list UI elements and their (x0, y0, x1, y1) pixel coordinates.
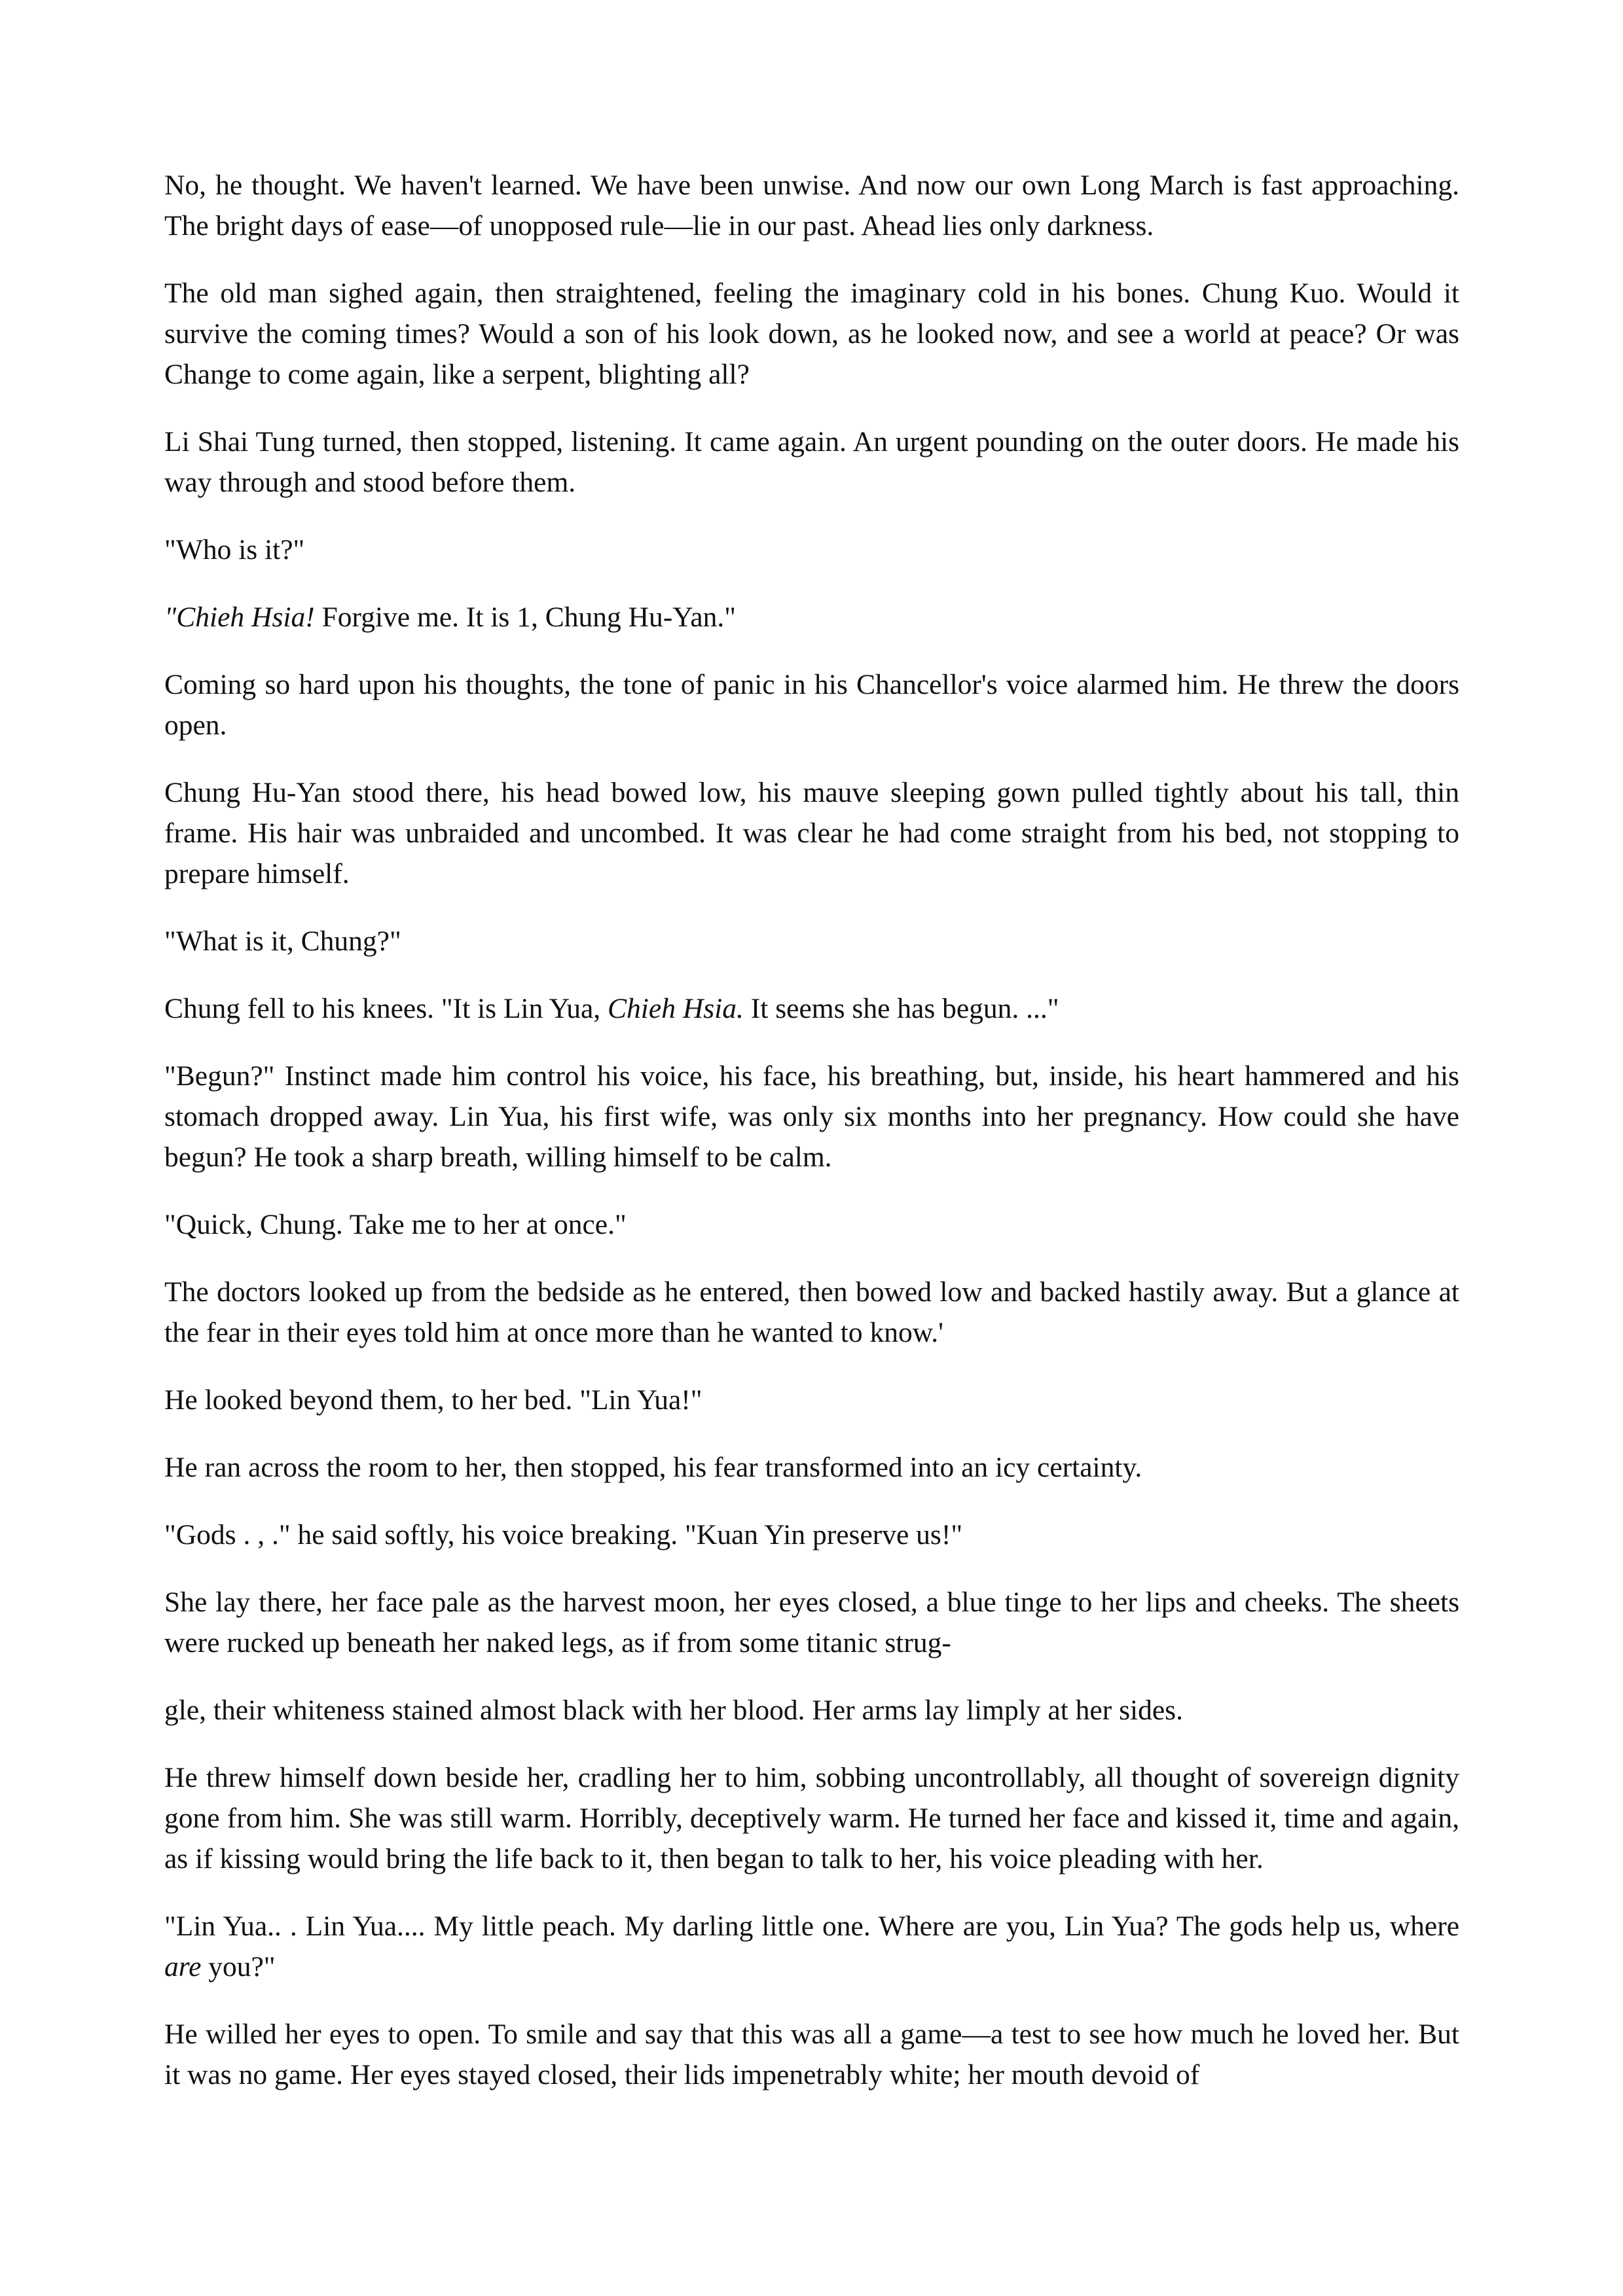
paragraph (164, 529, 1459, 570)
paragraph (164, 921, 1459, 961)
text-run: gle, their whiteness stained almost black with her blood. Her arms lay limply at her sides. (164, 1695, 1183, 1726)
text-run: He looked beyond them, to her bed. "Lin Yua!" (164, 1384, 702, 1416)
italic-text: are (164, 1951, 202, 1982)
text-run: The old man sighed again, then straightened, feeling the imaginary cold in his bones. Chung Kuo. Would it survive the coming times? Would a son of his look down, as he looked now, and see a world at peace? Or was Change to come again, like a serpent, blighting all? (164, 278, 1459, 390)
italic-text: "Chieh Hsia! (164, 601, 315, 633)
paragraph (164, 597, 1459, 637)
text-run: "Lin Yua.. . Lin Yua.... My little peach. My darling little one. Where are you, Lin Yua? The gods help us, where (164, 1910, 1459, 1942)
text-run: Coming so hard upon his thoughts, the tone of panic in his Chancellor's voice alarmed him. He threw the doors open. (164, 669, 1459, 741)
text-run: He willed her eyes to open. To smile and say that this was all a game—a test to see how much he loved her. But it was no game. Her eyes stayed closed, their lids impenetrably white; her mouth devoid of (164, 2018, 1459, 2090)
italic-text: Chieh Hsia. (608, 993, 744, 1024)
text-run: "Begun?" Instinct made him control his voice, his face, his breathing, but, inside, his heart hammered and his stomach dropped away. Lin Yua, his first wife, was only six months into her pregnancy. How could she have begun? He took a sharp breath, willing himself to be calm. (164, 1060, 1459, 1173)
paragraph (164, 1757, 1459, 1879)
paragraph (164, 1204, 1459, 1245)
paragraph (164, 1690, 1459, 1731)
body-text (164, 165, 1459, 2122)
paragraph (164, 273, 1459, 395)
text-run: The doctors looked up from the bedside as he entered, then bowed low and backed hastily away. But a glance at the fear in their eyes told him at once more than he wanted to know.' (164, 1276, 1459, 1348)
text-run: you?" (201, 1951, 276, 1982)
text-run: "What is it, Chung?" (164, 925, 401, 957)
paragraph (164, 1906, 1459, 1987)
paragraph (164, 422, 1459, 503)
paragraph (164, 772, 1459, 894)
paragraph (164, 1515, 1459, 1555)
paragraph (164, 2014, 1459, 2095)
text-run: "Gods . , ." he said softly, his voice breaking. "Kuan Yin preserve us!" (164, 1519, 963, 1551)
text-run: Chung Hu-Yan stood there, his head bowed low, his mauve sleeping gown pulled tightly about his tall, thin frame. His hair was unbraided and uncombed. It was clear he had come straight from his bed, not stopping to prepare himself. (164, 777, 1459, 889)
text-run: "Who is it?" (164, 534, 305, 565)
text-run: Chung fell to his knees. "It is Lin Yua, (164, 993, 608, 1024)
paragraph (164, 1582, 1459, 1663)
text-run: Forgive me. It is 1, Chung Hu-Yan." (314, 601, 737, 633)
paragraph (164, 988, 1459, 1029)
text-run: No, he thought. We haven't learned. We have been unwise. And now our own Long March is fast approaching. The bright days of ease—of unopposed rule—lie in our past. Ahead lies only darkness. (164, 170, 1459, 242)
paragraph (164, 1272, 1459, 1353)
text-run: It seems she has begun. ..." (743, 993, 1059, 1024)
text-run: He threw himself down beside her, cradling her to him, sobbing uncontrollably, all thought of sovereign dignity gone from him. She was still warm. Horribly, deceptively warm. He turned her face and kissed it, time and again, as if kissing would bring the life back to it, then began to talk to her, his voice pleading with her. (164, 1762, 1459, 1874)
text-run: She lay there, her face pale as the harvest moon, her eyes closed, a blue tinge to her lips and cheeks. The sheets were rucked up beneath her naked legs, as if from some titanic strug- (164, 1587, 1459, 1659)
paragraph (164, 664, 1459, 745)
text-run: "Quick, Chung. Take me to her at once." (164, 1209, 627, 1240)
text-run: Li Shai Tung turned, then stopped, listening. It came again. An urgent pounding on the outer doors. He made his way through and stood before them. (164, 426, 1459, 498)
paragraph (164, 1056, 1459, 1177)
paragraph (164, 165, 1459, 246)
paragraph (164, 1380, 1459, 1420)
text-run: He ran across the room to her, then stopped, his fear transformed into an icy certainty. (164, 1452, 1142, 1483)
paragraph (164, 1447, 1459, 1488)
